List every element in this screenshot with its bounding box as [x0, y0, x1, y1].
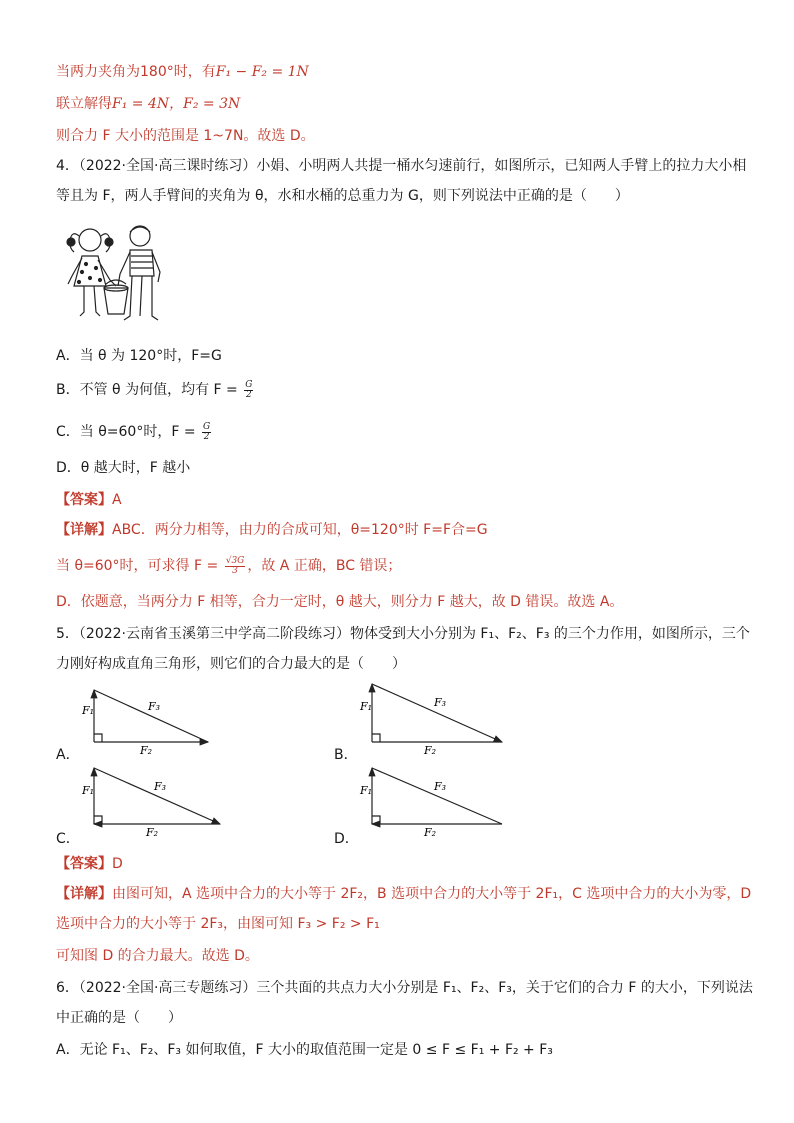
q4-option-c [56, 422, 213, 442]
q4-detail-line1 [56, 520, 488, 540]
bucket [104, 288, 128, 314]
answer-tag: 【答案】 [56, 492, 112, 508]
q5-detail-line2: 选项中合力的大小等于 2F₃，由图可知 F₃ > F₂ > F₁ [56, 916, 380, 932]
math-expr: F₁ = 4N，F₂ = 3N [112, 96, 241, 112]
q4-detail-line2 [56, 556, 401, 576]
label-f2: F₂ [424, 826, 437, 839]
q4-stem-line2: 等且为 F，两人手臂间的夹角为 θ，水和水桶的总重力为 G，则下列说法中正确的是（ ） [56, 188, 629, 204]
label-f1: F₁ [82, 704, 95, 717]
line-text: 联立解得 [56, 96, 112, 112]
q5-option-a-label: A． [56, 747, 80, 763]
math-expr: F₁ − F₂ = 1N [215, 64, 309, 80]
q5-option-c-triangle [76, 762, 226, 840]
detail-text: ，故 A 正确，BC 错误； [247, 558, 402, 574]
q5-option-b-triangle [354, 680, 514, 756]
option-text: B．不管 θ 为何值，均有 F = [56, 382, 238, 398]
text-line: 则合力 F 大小的范围是 1~7N。故选 D。 [56, 128, 315, 144]
label-f1: F₁ [360, 700, 373, 713]
q5-option-d-label: D． [334, 831, 359, 847]
q4-stem-line1: 4．（2022·全国·高三课时练习）小娟、小明两人共提一桶水匀速前行，如图所示，已知两人手臂上的拉力大小相 [56, 158, 747, 174]
fraction-denominator: 2 [245, 389, 252, 400]
fraction [225, 557, 246, 576]
answer-value: D [112, 856, 123, 872]
q6-option-a: A．无论 F₁、F₂、F₃ 如何取值，F 大小的取值范围一定是 0 ≤ F ≤ F₁ + F₂ + F₃ [56, 1042, 553, 1058]
q4-option-d: D．θ 越大时，F 越小 [56, 460, 191, 476]
q5-option-d-triangle [354, 762, 510, 840]
q5-option-a-triangle [76, 684, 216, 756]
fraction [202, 423, 211, 442]
fraction-numerator: G [245, 379, 253, 390]
label-f3: F₃ [148, 700, 161, 713]
label-f3: F₃ [154, 780, 167, 793]
text-line [56, 62, 309, 82]
answer-tag: 【答案】 [56, 856, 112, 872]
q4-detail-line3: D．依题意，当两分力 F 相等，合力一定时，θ 越大，则分力 F 越大，故 D 错误。故选 A。 [56, 594, 624, 610]
detail-text: ABC．两分力相等，由力的合成可知，θ=120°时 F=F合=G [112, 522, 488, 538]
detail-tag: 【详解】 [56, 522, 112, 538]
q6-stem-line2: 中正确的是（ ） [56, 1010, 182, 1026]
detail-text: 由图可知，A 选项中合力的大小等于 2F₂，B 选项中合力的大小等于 2F₁，C 选项中合力的大小为零，D [112, 886, 752, 902]
q5-answer [56, 854, 123, 874]
fraction-denominator: 2 [203, 431, 210, 442]
label-f2: F₂ [146, 826, 159, 839]
q5-option-b-label: B． [334, 747, 358, 763]
detail-text: 当 θ=60°时，可求得 F = [56, 558, 219, 574]
label-f3: F₃ [434, 696, 447, 709]
children-bucket-illustration [60, 222, 170, 324]
q5-option-c-label: C． [56, 831, 80, 847]
label-f1: F₁ [360, 784, 373, 797]
label-f3: F₃ [434, 780, 447, 793]
label-f1: F₁ [82, 784, 95, 797]
q5-stem-line2: 力刚好构成直角三角形，则它们的合力最大的是（ ） [56, 656, 406, 672]
label-f2: F₂ [140, 744, 153, 756]
line-text: 当两力夹角为180°时，有 [56, 64, 216, 80]
q6-stem-line1: 6．（2022·全国·高三专题练习）三个共面的共点力大小分别是 F₁、F₂、F₃，关于它们的合力 F 的大小，下列说法 [56, 980, 753, 996]
q5-stem-line1: 5．（2022·云南省玉溪第三中学高二阶段练习）物体受到大小分别为 F₁、F₂、F₃ 的三个力作用，如图所示，三个 [56, 626, 750, 642]
girl-head [79, 229, 101, 251]
fraction-numerator: √3G [225, 555, 245, 566]
fraction [244, 381, 253, 400]
q5-detail-line1 [56, 884, 751, 904]
option-text: C．当 θ=60°时，F = [56, 424, 196, 440]
fraction-denominator: 3 [232, 565, 238, 576]
text-line [56, 94, 240, 114]
q5-detail-line3: 可知图 D 的合力最大。故选 D。 [56, 948, 259, 964]
detail-tag: 【详解】 [56, 886, 112, 902]
q4-option-a: A．当 θ 为 120°时，F=G [56, 348, 222, 364]
q4-option-b [56, 380, 255, 400]
answer-value: A [112, 492, 122, 508]
fraction-numerator: G [203, 421, 211, 432]
q4-answer [56, 490, 122, 510]
label-f2: F₂ [424, 744, 437, 756]
